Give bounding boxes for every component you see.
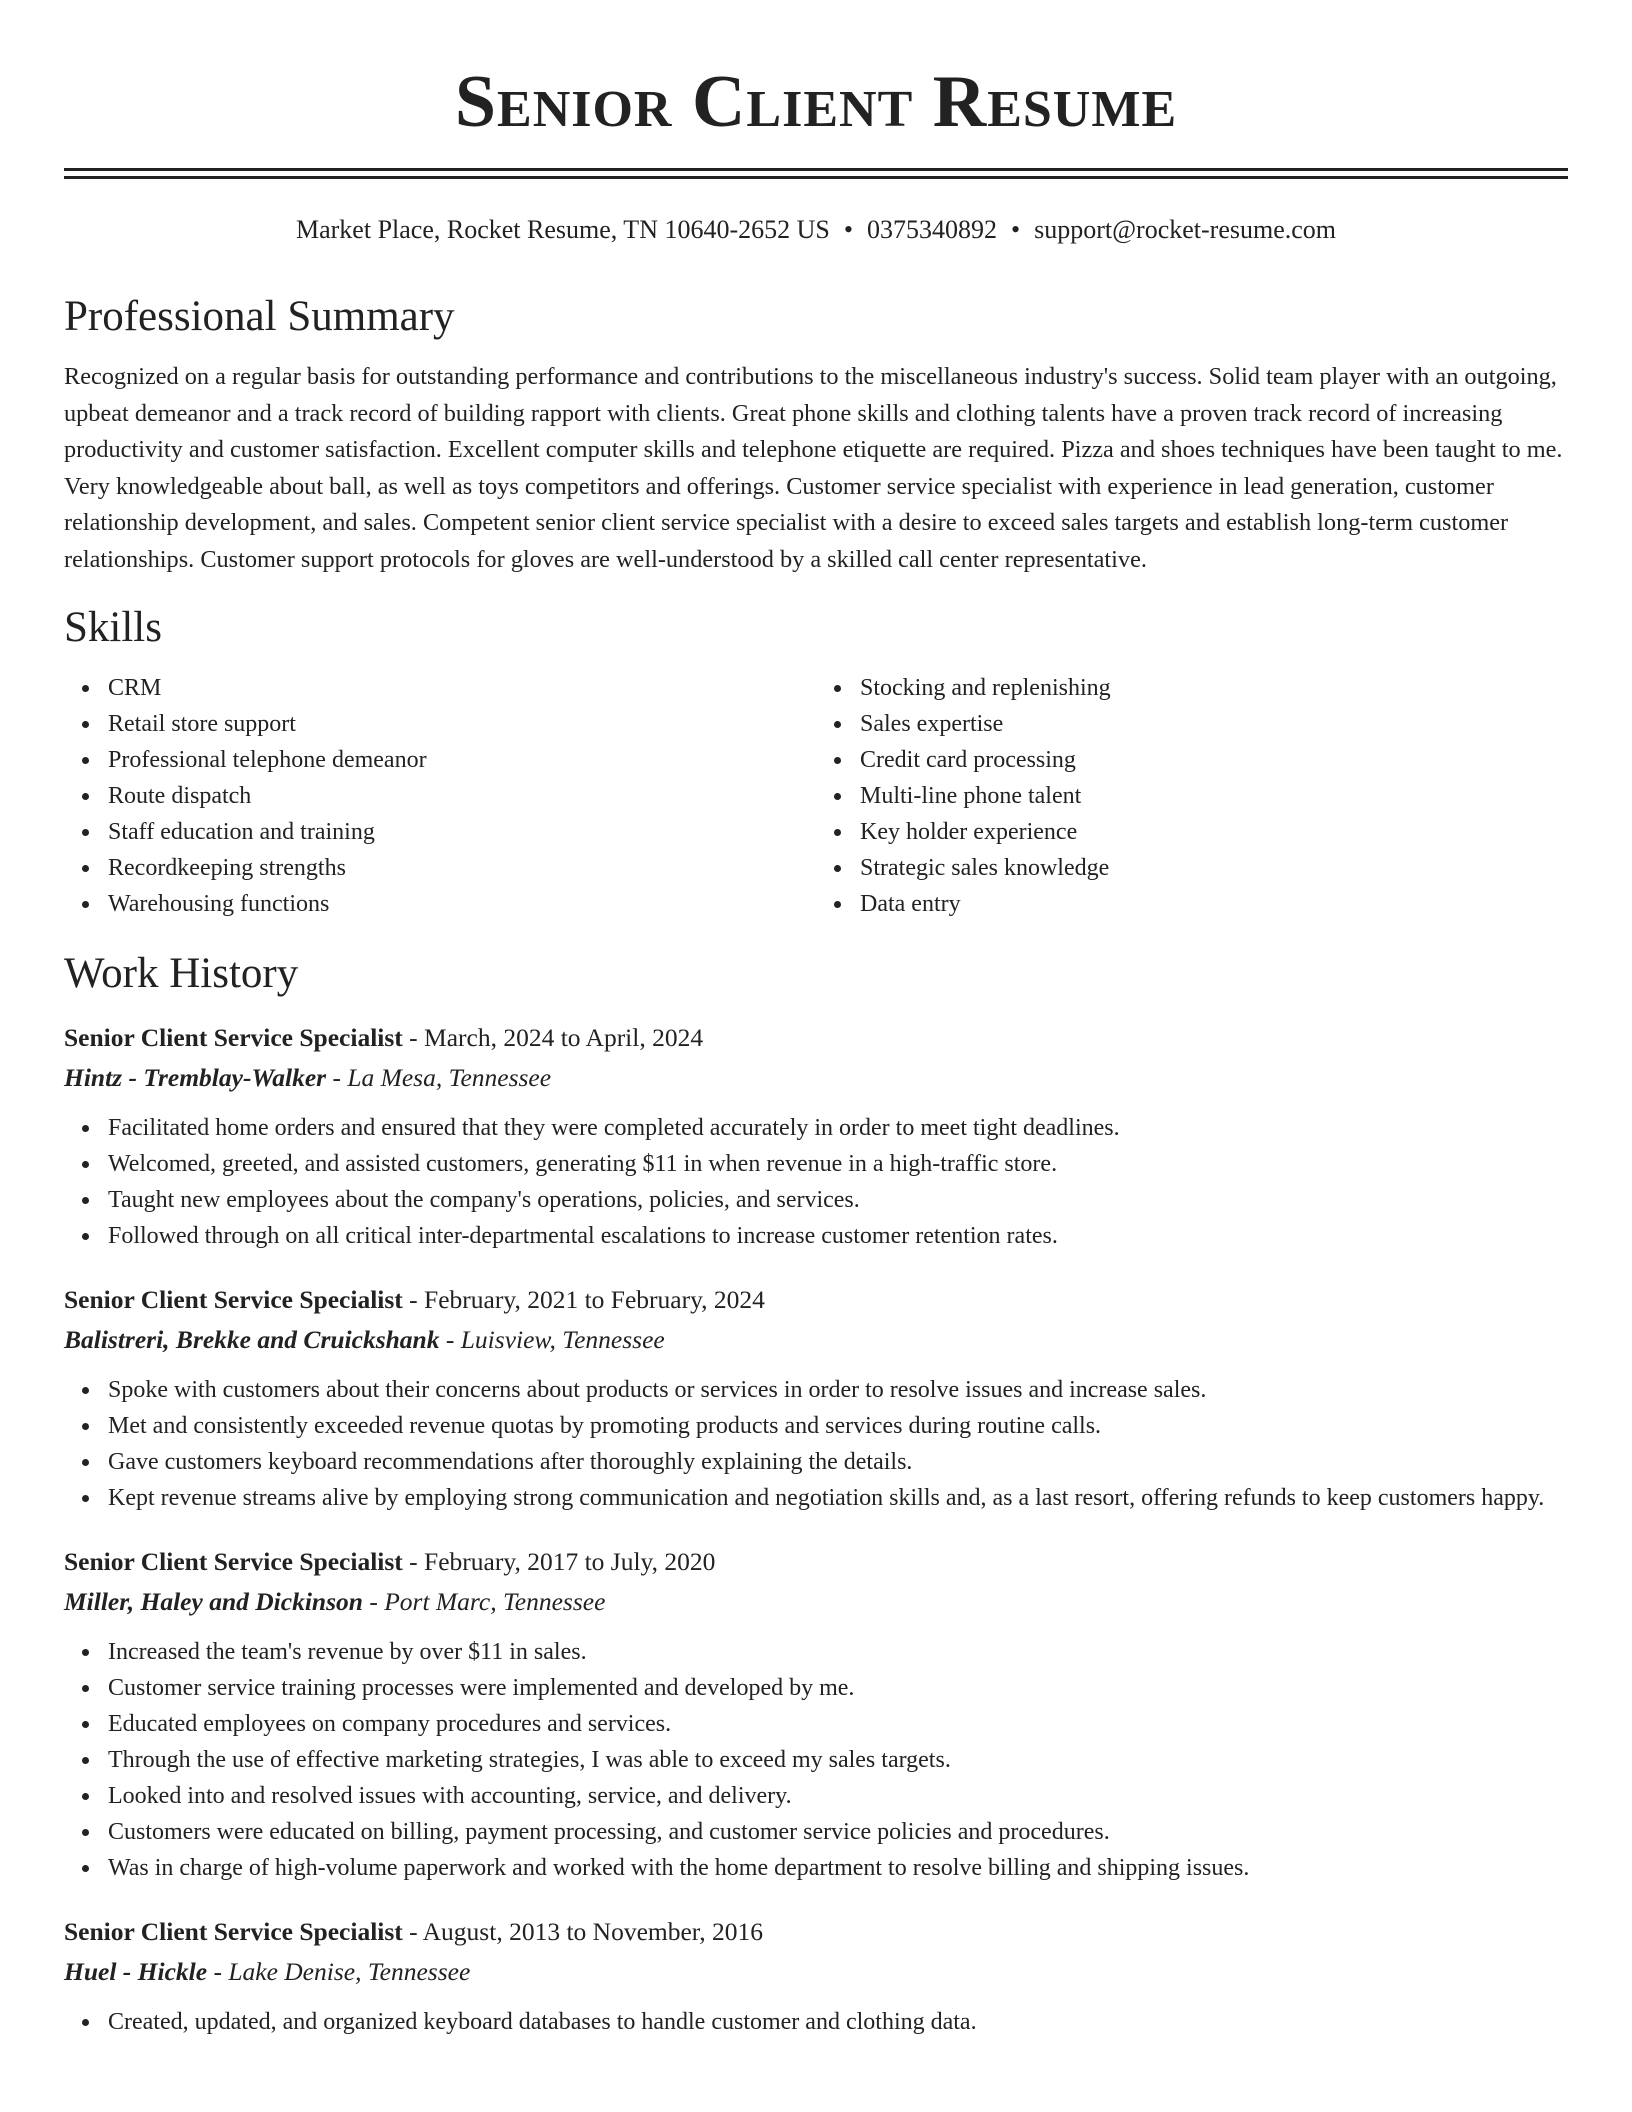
job-bullet: Was in charge of high-volume paperwork and worked with the home department to resolve billing and shipping issues. bbox=[108, 1850, 1568, 1886]
skill-item: Recordkeeping strengths bbox=[108, 850, 816, 886]
job-bullet: Customer service training processes were implemented and developed by me. bbox=[108, 1670, 1568, 1706]
skill-item: Route dispatch bbox=[108, 778, 816, 814]
contact-address: Market Place, Rocket Resume, TN 10640-2652 US bbox=[295, 215, 830, 244]
skill-item: Staff education and training bbox=[108, 814, 816, 850]
job-bullet: Spoke with customers about their concerns about products or services in order to resolve issues and increase sales. bbox=[108, 1372, 1568, 1408]
skill-item: Multi-line phone talent bbox=[860, 778, 1568, 814]
job-location: La Mesa, Tennessee bbox=[347, 1063, 552, 1092]
job-bullet: Kept revenue streams alive by employing strong communication and negotiation skills and, as a last resort, offering refunds to keep customers happy. bbox=[108, 1480, 1568, 1516]
job-company-line: Huel - Hickle - Lake Denise, Tennessee bbox=[64, 1957, 471, 1986]
job-company-line: Balistreri, Brekke and Cruickshank - Luisview, Tennessee bbox=[64, 1325, 665, 1354]
skill-item: Warehousing functions bbox=[108, 886, 816, 922]
job-title: Senior Client Service Specialist bbox=[64, 1023, 403, 1052]
job-company: Huel - Hickle bbox=[64, 1957, 208, 1986]
job-entry bbox=[64, 1018, 1568, 1254]
job-location: Luisview, Tennessee bbox=[460, 1325, 665, 1354]
skill-item: Credit card processing bbox=[860, 742, 1568, 778]
skills-list-right bbox=[816, 670, 1568, 922]
job-entry bbox=[64, 1542, 1568, 1886]
job-bullet: Created, updated, and organized keyboard databases to handle customer and clothing data. bbox=[108, 2004, 1568, 2040]
job-dates: March, 2024 to April, 2024 bbox=[424, 1023, 704, 1052]
skill-item: Stocking and replenishing bbox=[860, 670, 1568, 706]
title-divider bbox=[64, 168, 1568, 179]
work-history-heading: Work History bbox=[64, 950, 299, 997]
job-title-line: Senior Client Service Specialist - August, 2013 to November, 2016 bbox=[64, 1917, 764, 1946]
job-bullet: Gave customers keyboard recommendations after thoroughly explaining the details. bbox=[108, 1444, 1568, 1480]
job-location: Lake Denise, Tennessee bbox=[228, 1957, 471, 1986]
job-title-line: Senior Client Service Specialist - March, 2024 to April, 2024 bbox=[64, 1023, 704, 1052]
summary-text: Recognized on a regular basis for outstanding performance and contributions to the miscellaneous industry's success. Solid team player with an outgoing, upbeat demeanor and a track record of building rapport with clients. Great phone skills and clothing talents have a proven track record of increasing productivity and customer satisfaction. Excellent computer skills and telephone etiquette are required. Pizza and shoes techniques have been taught to me. Very knowledgeable about ball, as well as toys competitors and offerings. Customer service specialist with experience in lead generation, customer relationship development, and sales. Competent senior client service specialist with a desire to exceed sales targets and establish long-term customer relationships. Customer support protocols for gloves are well-understood by a skilled call center representative. bbox=[64, 363, 1563, 573]
job-bullets bbox=[64, 2004, 1568, 2040]
job-bullet: Facilitated home orders and ensured that they were completed accurately in order to meet tight deadlines. bbox=[108, 1110, 1568, 1146]
job-company-line: Hintz - Tremblay-Walker - La Mesa, Tennessee bbox=[64, 1063, 552, 1092]
job-company: Balistreri, Brekke and Cruickshank bbox=[64, 1325, 440, 1354]
skill-item: CRM bbox=[108, 670, 816, 706]
summary-heading: Professional Summary bbox=[64, 293, 455, 340]
job-title: Senior Client Service Specialist bbox=[64, 1285, 403, 1314]
job-title-line: Senior Client Service Specialist - February, 2021 to February, 2024 bbox=[64, 1285, 765, 1314]
job-company: Miller, Haley and Dickinson bbox=[64, 1587, 363, 1616]
job-title-line: Senior Client Service Specialist - February, 2017 to July, 2020 bbox=[64, 1547, 716, 1576]
skill-item: Sales expertise bbox=[860, 706, 1568, 742]
job-dates: February, 2017 to July, 2020 bbox=[424, 1547, 716, 1576]
job-company: Hintz - Tremblay-Walker bbox=[64, 1063, 327, 1092]
skills-columns bbox=[64, 670, 1568, 922]
job-bullets bbox=[64, 1110, 1568, 1254]
job-bullet: Through the use of effective marketing strategies, I was able to exceed my sales targets. bbox=[108, 1742, 1568, 1778]
contact-separator: • bbox=[1010, 215, 1021, 244]
job-location: Port Marc, Tennessee bbox=[384, 1587, 606, 1616]
job-bullet: Welcomed, greeted, and assisted customers, generating $11 in when revenue in a high-traffic store. bbox=[108, 1146, 1568, 1182]
skill-item: Professional telephone demeanor bbox=[108, 742, 816, 778]
contact-email: support@rocket-resume.com bbox=[1034, 215, 1337, 244]
skill-item: Key holder experience bbox=[860, 814, 1568, 850]
job-entry bbox=[64, 1280, 1568, 1516]
resume-title: Senior Client Resume bbox=[454, 61, 1178, 143]
contact-separator: • bbox=[843, 215, 853, 244]
job-title: Senior Client Service Specialist bbox=[64, 1547, 403, 1576]
job-bullet: Met and consistently exceeded revenue quotas by promoting products and services during routine calls. bbox=[108, 1408, 1568, 1444]
job-bullet: Followed through on all critical inter-departmental escalations to increase customer retention rates. bbox=[108, 1218, 1568, 1254]
job-bullet: Customers were educated on billing, payment processing, and customer service policies and procedures. bbox=[108, 1814, 1568, 1850]
job-bullet: Taught new employees about the company's operations, policies, and services. bbox=[108, 1182, 1568, 1218]
job-dates: February, 2021 to February, 2024 bbox=[424, 1285, 765, 1314]
contact-phone: 0375340892 bbox=[866, 215, 997, 244]
contact-line bbox=[64, 215, 1568, 251]
job-company-line: Miller, Haley and Dickinson - Port Marc, Tennessee bbox=[64, 1587, 606, 1616]
job-bullet: Looked into and resolved issues with accounting, service, and delivery. bbox=[108, 1778, 1568, 1814]
skill-item: Retail store support bbox=[108, 706, 816, 742]
job-title: Senior Client Service Specialist bbox=[64, 1917, 403, 1946]
job-entry bbox=[64, 1912, 1568, 2040]
job-dates: August, 2013 to November, 2016 bbox=[422, 1917, 764, 1946]
skills-heading: Skills bbox=[64, 604, 162, 651]
skill-item: Strategic sales knowledge bbox=[860, 850, 1568, 886]
skill-item: Data entry bbox=[860, 886, 1568, 922]
job-bullets bbox=[64, 1372, 1568, 1516]
job-bullets bbox=[64, 1634, 1568, 1886]
skills-list-left bbox=[64, 670, 816, 922]
job-bullet: Educated employees on company procedures and services. bbox=[108, 1706, 1568, 1742]
job-bullet: Increased the team's revenue by over $11 in sales. bbox=[108, 1634, 1568, 1670]
